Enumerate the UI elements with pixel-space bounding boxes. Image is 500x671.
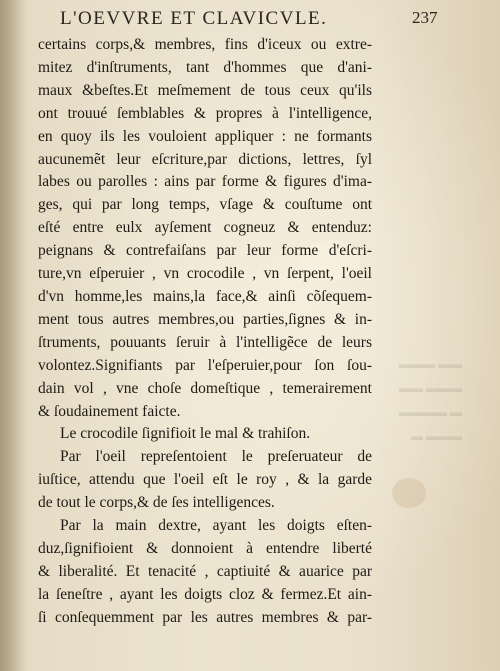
- text-line: maux &beſtes.Et meſmement de tous ceux qu'ils: [38, 81, 372, 99]
- text-line: eſté entre eulx ayſement cogneuz & entenduz:: [38, 219, 372, 237]
- text-line: mitez d'inſtruments, tant d'hommes que d'ani-: [38, 58, 372, 76]
- text-line: iuſtice, attendu que l'oeil eſt le roy , & la garde: [38, 471, 372, 489]
- running-title: L'OEVVRE ET CLAVICVLE.: [60, 8, 328, 29]
- text-line: dain vol , vne choſe domeſtique , temerairement: [38, 379, 372, 397]
- show-through-text: ▬▬ ▬▬▬ ▬▬▬ ▬▬ ▬ ▬▬▬▬ ▬▬▬ ▬: [399, 357, 462, 443]
- text-line: la ſeneſtre , ayant les doigts cloz & fermez.Et ain-: [38, 585, 372, 603]
- text-line: labes ou parolles : ains par forme & figures d'ima-: [38, 173, 372, 191]
- paper-stain: [392, 478, 426, 508]
- text-line: Le crocodile ſignifioit le mal & trahiſon.: [60, 425, 311, 443]
- text-line: de tout le corps,& de ſes intelligences.: [38, 494, 275, 512]
- body-text: [38, 34, 372, 630]
- page-number: 237: [412, 8, 438, 27]
- text-line: duz,ſignifioient & donnoient à entendre liberté: [38, 539, 372, 557]
- text-line: ont trouué ſemblables & propres à l'intelligence,: [38, 104, 372, 122]
- text-line: ſi conſequemment par les autres membres & par-: [38, 608, 372, 626]
- text-line: Par l'oeil repreſentoient le preſeruateur de: [60, 448, 372, 466]
- text-line: en quoy ils les vouloient appliquer : ne formants: [38, 127, 372, 145]
- text-line: ment tous autres membres,ou parties,ſignes & in-: [38, 310, 372, 328]
- text-line: ture,vn eſperuier , vn crocodile , vn ſerpent, l'oeil: [38, 265, 372, 283]
- text-line: d'vn homme,les mains,la face,& ainſi cõſequem-: [38, 287, 372, 305]
- text-line: ſtruments, pouuants ſeruir à l'intelligẽce de leurs: [38, 333, 372, 351]
- text-line: ges, qui par long temps, vſage & couſtume ont: [38, 196, 372, 214]
- text-line: & liberalité. Et tenacité , captiuité & auarice par: [38, 562, 372, 580]
- text-line: certains corps,& membres, fins d'iceux ou extre-: [38, 36, 372, 53]
- text-line: Par la main dextre, ayant les doigts eſten-: [60, 517, 372, 535]
- text-line: aucunemẽt leur eſcriture,par dictions, lettres, ſyl: [38, 150, 372, 168]
- spine-shadow: [0, 0, 26, 671]
- text-line: peignans & contrefaiſans par leur forme d'eſcri-: [38, 242, 372, 260]
- text-line: volontez.Signifiants par l'eſperuier,pour ſon ſou-: [38, 356, 372, 374]
- text-line: & ſoudainement faicte.: [38, 402, 181, 420]
